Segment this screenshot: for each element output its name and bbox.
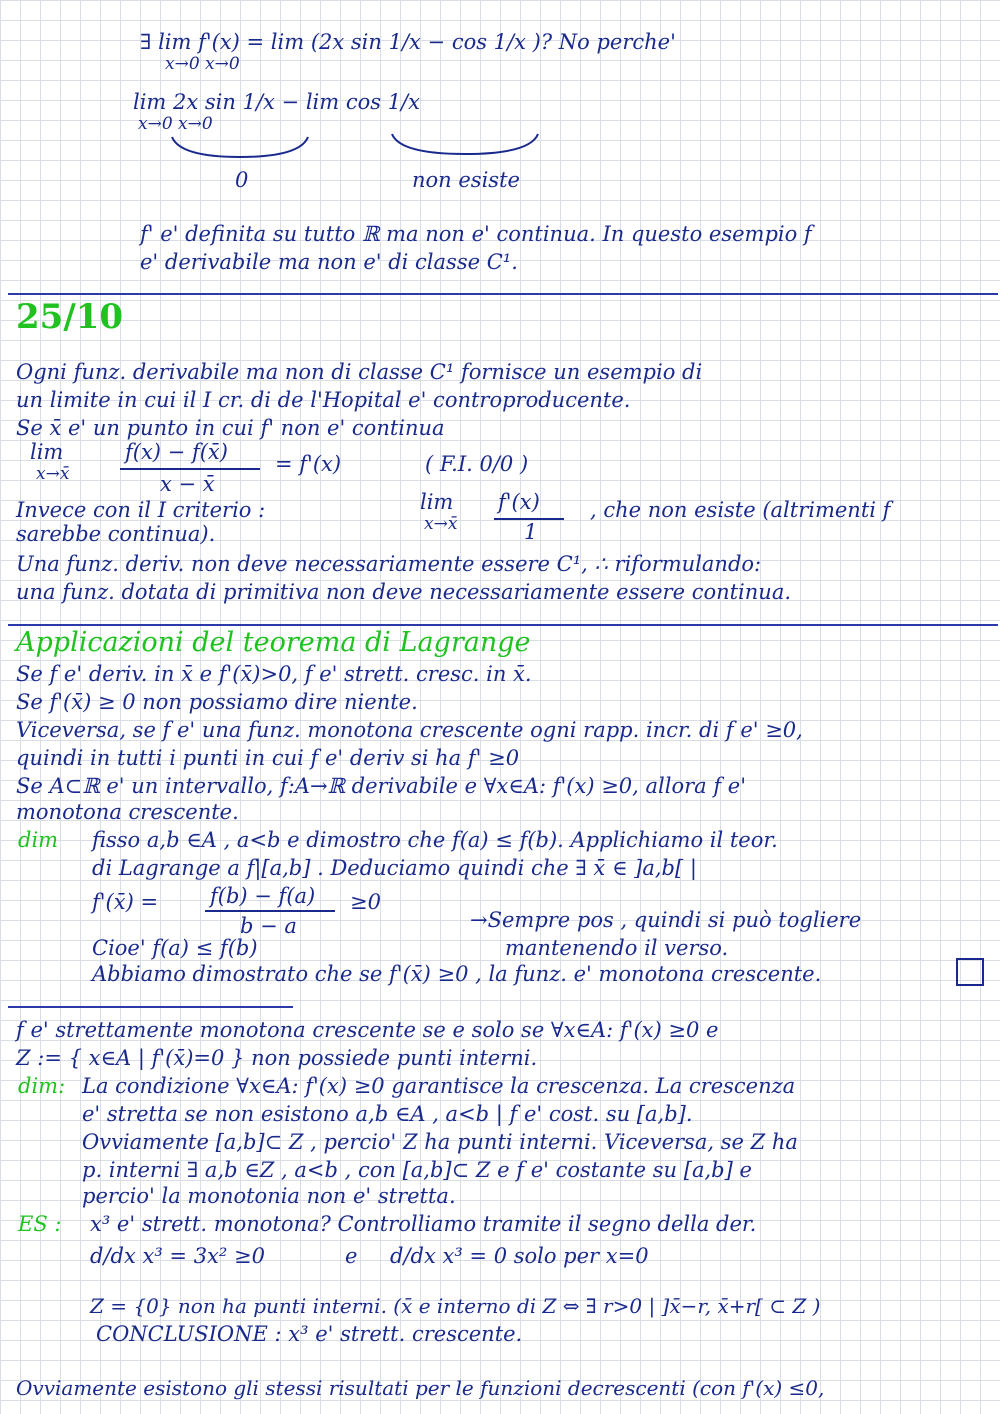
example-line-2a: d/dx x³ = 3x² ≥0 bbox=[90, 1244, 265, 1268]
proof2-line-4: p. interni ∃ a,b ∈Z , a<b , con [a,b]⊂ Z e f e' costante su [a,b] e bbox=[82, 1158, 752, 1182]
proof-line-3-ge: ≥0 bbox=[350, 890, 381, 914]
proof2-line-3: Ovviamente [a,b]⊂ Z , percio' Z ha punti interni. Viceversa, se Z ha bbox=[82, 1130, 798, 1154]
proof-line-2: di Lagrange a f|[a,b] . Deduciamo quindi che ∃ x̄ ∈ ]a,b[ | bbox=[92, 856, 697, 880]
sec1-line-6: sarebbe continua). bbox=[16, 522, 216, 546]
sec1-line-5b: , che non esiste (altrimenti f bbox=[590, 498, 891, 522]
example-conclusion: CONCLUSIONE : x³ e' strett. crescente. bbox=[96, 1322, 523, 1346]
section-divider-1 bbox=[8, 293, 998, 295]
proof-line-3-lhs: f'(x̄) = bbox=[92, 890, 159, 914]
example-line-2c: d/dx x³ = 0 solo per x=0 bbox=[390, 1244, 649, 1268]
section-divider-2 bbox=[8, 624, 998, 626]
example-line-3: Z = {0} non ha punti interni. (x̄ e interno di Z ⇔ ∃ r>0 | ]x̄−r, x̄+r[ ⊂ Z ) bbox=[90, 1294, 821, 1318]
sec1-line-5-num: f'(x) bbox=[498, 490, 540, 514]
limit-zero: 0 bbox=[235, 168, 249, 192]
sec1-line-7: Una funz. deriv. non deve necessariamente essere C¹, ∴ riformulando: bbox=[16, 552, 762, 576]
sec1-equals: = f'(x) bbox=[275, 452, 342, 476]
top-line-4: e' derivabile ma non e' di classe C¹. bbox=[140, 250, 518, 274]
underbrace-right bbox=[390, 132, 540, 162]
sec1-quotient-denominator: x − x̄ bbox=[160, 472, 215, 496]
sec2-line-6: monotona crescente. bbox=[16, 800, 239, 824]
sec1-line-5-lim: lim bbox=[420, 490, 454, 514]
sec3-line-2: Z := { x∈A | f'(x̄)=0 } non possiede punti interni. bbox=[16, 1046, 538, 1070]
example-line-1: x³ e' strett. monotona? Controlliamo tramite il segno della der. bbox=[90, 1212, 757, 1236]
sec1-line-1: Ogni funz. derivabile ma non di classe C¹ fornisce un esempio di bbox=[16, 360, 703, 384]
example-label: ES : bbox=[18, 1212, 62, 1236]
top-line-2: lim 2x sin 1/x − lim cos 1/x bbox=[133, 90, 420, 114]
sec1-line-5-lim-sub: x→x̄ bbox=[424, 514, 458, 534]
top-line-1-subscripts: x→0 x→0 bbox=[165, 54, 240, 74]
proof2-line-1: La condizione ∀x∈A: f'(x) ≥0 garantisce la crescenza. La crescenza bbox=[82, 1074, 796, 1098]
sec2-line-1: Se f e' deriv. in x̄ e f'(x̄)>0, f e' strett. cresc. in x̄. bbox=[16, 662, 532, 686]
final-line: Ovviamente esistono gli stessi risultati per le funzioni decrescenti (con f'(x) ≤0, bbox=[16, 1376, 825, 1400]
sec1-limit-sub: x→x̄ bbox=[36, 464, 70, 484]
sec1-fraction-bar bbox=[120, 468, 260, 470]
sec1-line-3: Se x̄ e' un punto in cui f' non e' continua bbox=[16, 416, 445, 440]
section-divider-3 bbox=[8, 1006, 293, 1008]
sec1-line-5a: Invece con il I criterio : bbox=[16, 498, 266, 522]
sec2-line-4: quindi in tutti i punti in cui f e' deriv si ha f' ≥0 bbox=[16, 746, 520, 770]
proof-line-3-num: f(b) − f(a) bbox=[210, 884, 316, 908]
sec2-line-2: Se f'(x̄) ≥ 0 non possiamo dire niente. bbox=[16, 690, 418, 714]
proof-note-1: →Sempre pos , quindi si può togliere bbox=[470, 908, 862, 932]
sec2-line-5: Se A⊂ℝ e' un intervallo, f:A→ℝ derivabile e ∀x∈A: f'(x) ≥0, allora f e' bbox=[16, 774, 746, 798]
sec1-indeterminate-form: ( F.I. 0/0 ) bbox=[425, 452, 529, 476]
sec1-line-2: un limite in cui il I cr. di de l'Hopital e' controproducente. bbox=[16, 388, 631, 412]
proof-fraction-bar bbox=[205, 910, 335, 912]
proof-note-2: mantenendo il verso. bbox=[505, 936, 729, 960]
sec3-line-1: f e' strettamente monotona crescente se e solo se ∀x∈A: f'(x) ≥0 e bbox=[16, 1018, 719, 1042]
date-heading: 25/10 bbox=[16, 297, 124, 337]
proof-line-4: Cioe' f(a) ≤ f(b) bbox=[92, 936, 258, 960]
underbrace-left bbox=[170, 135, 310, 165]
proof2-line-5: percio' la monotonia non e' stretta. bbox=[82, 1184, 456, 1208]
proof-line-3-den: b − a bbox=[240, 914, 297, 938]
proof-line-5: Abbiamo dimostrato che se f'(x̄) ≥0 , la funz. e' monotona crescente. bbox=[92, 962, 822, 986]
sec1-quotient-numerator: f(x) − f(x̄) bbox=[125, 440, 228, 464]
dim-label: dim bbox=[18, 828, 59, 852]
sec1-limit: lim bbox=[30, 440, 64, 464]
limit-non-esiste: non esiste bbox=[412, 168, 520, 192]
proof-line-1: fisso a,b ∈A , a<b e dimostro che f(a) ≤ f(b). Applichiamo il teor. bbox=[92, 828, 778, 852]
sec1-line-8: una funz. dotata di primitiva non deve necessariamente essere continua. bbox=[16, 580, 792, 604]
qed-box bbox=[956, 958, 984, 986]
sec1-line-5-den: 1 bbox=[524, 520, 538, 544]
lagrange-heading: Applicazioni del teorema di Lagrange bbox=[16, 627, 531, 658]
example-line-2b: e bbox=[345, 1244, 358, 1268]
top-line-3: f' e' definita su tutto ℝ ma non e' continua. In questo esempio f bbox=[140, 222, 812, 246]
top-line-1: ∃ lim f'(x) = lim (2x sin 1/x − cos 1/x )? No perche' bbox=[140, 30, 676, 54]
top-line-2-subscripts: x→0 x→0 bbox=[138, 114, 213, 134]
sec2-line-3: Viceversa, se f e' una funz. monotona crescente ogni rapp. incr. di f e' ≥0, bbox=[16, 718, 803, 742]
dim-label-2: dim: bbox=[18, 1074, 66, 1098]
proof2-line-2: e' stretta se non esistono a,b ∈A , a<b | f e' cost. su [a,b]. bbox=[82, 1102, 693, 1126]
